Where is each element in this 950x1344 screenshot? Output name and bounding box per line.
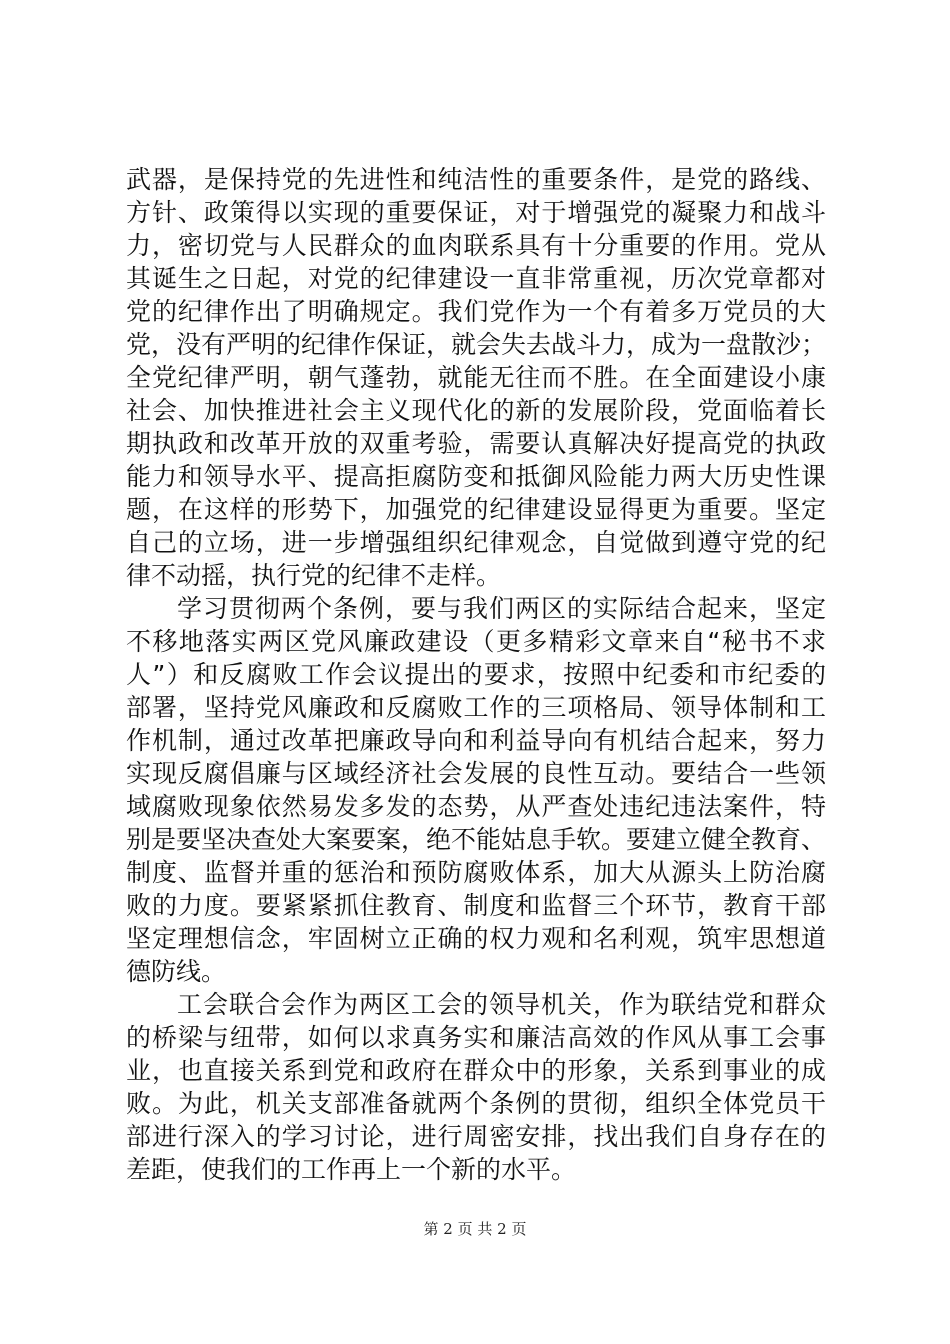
text-line: 题，在这样的形势下，加强党的纪律建设显得更为重要。坚定 xyxy=(126,495,826,524)
page-footer xyxy=(0,1219,950,1239)
paragraph-end-line: 律不动摇，执行党的纪律不走样。 xyxy=(126,561,502,590)
text-line: 部进行深入的学习讨论，进行周密安排，找出我们自身存在的 xyxy=(126,1122,826,1151)
paragraph-start-line: 学习贯彻两个条例，要与我们两区的实际结合起来，坚定 xyxy=(177,594,826,623)
text-line: 党的纪律作出了明确规定。我们党作为一个有着多万党员的大 xyxy=(126,297,826,326)
text-line: 坚定理想信念，牢固树立正确的权力观和名利观，筑牢思想道 xyxy=(126,924,826,953)
text-line: 能力和领导水平、提高拒腐防变和抵御风险能力两大历史性课 xyxy=(126,462,826,491)
text-line: 的桥梁与纽带，如何以求真务实和廉洁高效的作风从事工会事 xyxy=(126,1023,826,1052)
text-line: 期执政和改革开放的双重考验，需要认真解决好提高党的执政 xyxy=(126,429,826,458)
page-number: 第 2 页 共 2 页 xyxy=(423,1220,527,1238)
text-line: 不移地落实两区党风廉政建设（更多精彩文章来自“秘书不求 xyxy=(126,627,826,656)
text-line: 败的力度。要紧紧抓住教育、制度和监督三个环节，教育干部 xyxy=(126,891,826,920)
text-line: 作机制，通过改革把廉政导向和利益导向有机结合起来，努力 xyxy=(126,726,826,755)
paragraph-end-line: 差距，使我们的工作再上一个新的水平。 xyxy=(126,1155,577,1184)
text-line: 域腐败现象依然易发多发的态势，从严查处违纪违法案件，特 xyxy=(126,792,826,821)
text-line: 其诞生之日起，对党的纪律建设一直非常重视，历次党章都对 xyxy=(126,264,826,293)
text-line: 党，没有严明的纪律作保证，就会失去战斗力，成为一盘散沙； xyxy=(126,330,827,359)
text-line: 武器，是保持党的先进性和纯洁性的重要条件，是党的路线、 xyxy=(126,165,826,194)
document-body xyxy=(126,163,826,1186)
text-line: 业，也直接关系到党和政府在群众中的形象，关系到事业的成 xyxy=(126,1056,826,1085)
text-line: 制度、监督并重的惩治和预防腐败体系，加大从源头上防治腐 xyxy=(126,858,826,887)
text-line: 力，密切党与人民群众的血肉联系具有十分重要的作用。党从 xyxy=(126,231,826,260)
text-line: 败。为此，机关支部准备就两个条例的贯彻，组织全体党员干 xyxy=(126,1089,826,1118)
paragraph-end-line: 德防线。 xyxy=(126,957,227,986)
text-line: 人”）和反腐败工作会议提出的要求，按照中纪委和市纪委的 xyxy=(126,660,826,689)
text-line: 方针、政策得以实现的重要保证，对于增强党的凝聚力和战斗 xyxy=(126,198,826,227)
text-line: 自己的立场，进一步增强组织纪律观念，自觉做到遵守党的纪 xyxy=(126,528,826,557)
text-line: 部署，坚持党风廉政和反腐败工作的三项格局、领导体制和工 xyxy=(126,693,826,722)
text-line: 全党纪律严明，朝气蓬勃，就能无往而不胜。在全面建设小康 xyxy=(126,363,826,392)
text-line: 别是要坚决查处大案要案，绝不能姑息手软。要建立健全教育、 xyxy=(126,825,827,854)
paragraph-start-line: 工会联合会作为两区工会的领导机关，作为联结党和群众 xyxy=(177,990,826,1019)
text-line: 社会、加快推进社会主义现代化的新的发展阶段，党面临着长 xyxy=(126,396,826,425)
text-line: 实现反腐倡廉与区域经济社会发展的良性互动。要结合一些领 xyxy=(126,759,826,788)
